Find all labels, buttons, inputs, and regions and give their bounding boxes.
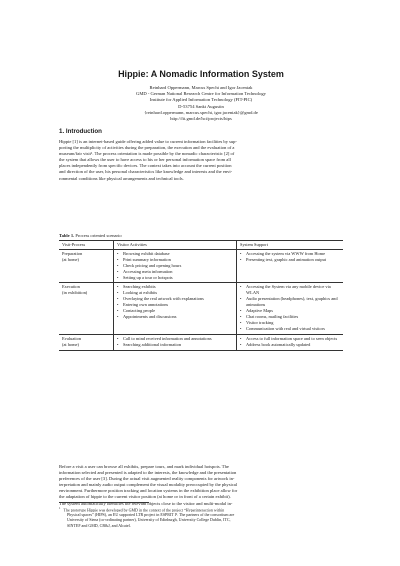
bullet-text: Audio presentation (headphones), text, graphics and animations xyxy=(246,296,338,308)
text-line: ronmental conditions like physical arrangements and technical tools. xyxy=(59,175,184,181)
bullet-text: Accessing the system via WWW from Home xyxy=(246,250,326,256)
bullet-text: Chat rooms, mailing facilities xyxy=(246,313,299,319)
table-caption-text: Process oriented scenario xyxy=(74,233,122,238)
bullet-icon: • xyxy=(240,296,242,302)
bullet-icon: • xyxy=(117,296,119,302)
bullet-icon: • xyxy=(240,250,242,256)
bullet-text: Entering own annotations xyxy=(123,302,169,308)
process-label: Execution xyxy=(62,284,80,290)
bullet-icon: • xyxy=(117,290,119,296)
bullet-text: Communication with real and virtual visitors xyxy=(246,325,325,331)
table-caption-label: Table 1. xyxy=(59,233,75,238)
process-cell xyxy=(59,249,114,283)
bullet-icon: • xyxy=(117,256,119,262)
bullet-text: Looking at exhibits xyxy=(123,290,158,296)
bullet-item xyxy=(117,314,233,320)
process-cell xyxy=(59,334,114,350)
text-line: and direction of the user, his personal characteristics like knowledge and interests and the envi- xyxy=(59,169,233,175)
bullet-item xyxy=(117,342,233,348)
bullet-text: Searching additional information xyxy=(123,341,182,347)
text-line: Before a visit a user can browse all exhibits, prepare tours, and mark individual hotspots. The xyxy=(59,464,229,469)
bullet-text: Check pricing and opening hours xyxy=(123,262,182,268)
bullet-icon: • xyxy=(240,256,242,262)
bullet-icon: • xyxy=(240,308,242,314)
process-label: (at home) xyxy=(62,256,79,262)
activities-cell xyxy=(114,249,237,283)
bullet-text: Contacting people xyxy=(123,308,156,314)
support-cell xyxy=(237,283,344,334)
bullet-text: Print summary information xyxy=(123,256,171,262)
bullet-icon: • xyxy=(240,313,242,319)
bullet-icon: • xyxy=(117,341,119,347)
text-line: museum/fair visit¹. The process orientation is made possible by the nomadic characteristic [2] of xyxy=(59,151,235,157)
bullet-text: Visitor tracking xyxy=(246,319,274,325)
support-cell xyxy=(237,334,344,350)
process-label: Preparation xyxy=(62,250,83,256)
affiliation-line: Institute for Applied Information Technology (FIT-PIC) xyxy=(149,97,253,103)
paper-title: Hippie: A Nomadic Information System xyxy=(118,69,284,79)
authors: Reinhard Oppermann, Marcus Specht and Igor Jaceniak xyxy=(149,85,253,90)
body-paragraph xyxy=(59,464,343,507)
bullet-item xyxy=(117,275,233,281)
bullet-text: Accessing meta information xyxy=(123,268,173,274)
text-line: places independently from specific devices. The context takes into account the current position xyxy=(59,163,232,169)
text-line: information selected and presented is adapted to the interests, the knowledge and the presentation xyxy=(59,470,237,476)
bullet-icon: • xyxy=(117,262,119,268)
bullet-item xyxy=(240,342,340,348)
table-row xyxy=(59,283,343,334)
bullet-text: Setting up a tour or hotspots xyxy=(123,274,173,280)
bullet-item xyxy=(240,284,340,296)
bullet-icon: • xyxy=(117,284,119,290)
table-header-row xyxy=(59,241,343,250)
bullet-text: Call to mind received information and annotations xyxy=(123,335,212,341)
text-line: The system automatically identifies the relevant objects close to the visitor and multi-modal in- xyxy=(59,500,233,506)
text-line: preferences of the user [3]. During the actual visit augmented reality components for artwork in- xyxy=(59,476,235,482)
bullet-text: Adaptive Maps xyxy=(246,308,273,314)
section-heading: 1. Introduction xyxy=(59,128,102,135)
footnote-line: Physical spaces” (HIPS), an EU supported LTR project in ESPRIT I³. The partners of the consortium are xyxy=(67,511,235,517)
text-line: environment. Furthermore position tracking and location systems in the exhibition place allow for xyxy=(59,488,238,494)
text-line: porting the multiplicity of activities during the preparation, the execution and the evaluation of a xyxy=(59,145,235,151)
process-label: (in exhibition) xyxy=(62,290,88,296)
bullet-text: Searching exhibits xyxy=(123,284,156,290)
bullet-text: Address book automatically updated xyxy=(246,341,311,347)
bullet-text: Overlaying the real artwork with explanations xyxy=(123,296,204,302)
table-body xyxy=(59,249,343,350)
activities-cell xyxy=(114,283,237,334)
affiliation-line: {reinhard.oppermann, marcus.specht, igor.jaceniak}@gmd.de xyxy=(144,109,258,115)
bullet-item xyxy=(240,257,340,263)
footnote-line: SINTEF and GMD, CB&J, and Alcatel. xyxy=(67,522,131,528)
table-row xyxy=(59,334,343,350)
bullet-icon: • xyxy=(117,308,119,314)
bullet-item xyxy=(240,326,340,332)
author-block xyxy=(59,85,343,122)
footnote xyxy=(59,506,343,528)
footnote-text: The prototype Hippie was developed by GMD in the context of the project “Hyperinteraction within xyxy=(63,507,225,512)
bullet-icon: • xyxy=(240,284,242,290)
bullet-item xyxy=(240,296,340,308)
bullet-text: Access to full information space and to seen objects xyxy=(246,335,338,341)
text-line: Hippie [1] is an internet-based guide offering added value to current information facilities by sup- xyxy=(59,139,237,144)
bullet-icon: • xyxy=(117,335,119,341)
activities-cell xyxy=(114,334,237,350)
bullet-icon: • xyxy=(240,325,242,331)
bullet-icon: • xyxy=(117,274,119,280)
scenario-table xyxy=(59,240,343,351)
affiliation-line: http://fit.gmd.de/hci/projects/hips xyxy=(170,116,232,122)
support-cell xyxy=(237,249,344,283)
affiliation-line: D-53754 Sankt Augustin xyxy=(178,103,224,109)
footnote-mark: 1 xyxy=(59,506,61,510)
footnote-rule xyxy=(59,502,149,503)
bullet-text: Appointments and discussions xyxy=(123,313,177,319)
text-line: terpretation and mainly audio output complement the visual modality preoccupied by the physical xyxy=(59,482,238,488)
bullet-icon: • xyxy=(117,313,119,319)
text-line: the adaptation of hippie to the current visitor position (at home or in front of a certain exhibit). xyxy=(59,494,231,500)
footnote-line: University of Siena (co-ordinating partner), University of Edinburgh, University College Dublin, ITC, xyxy=(67,517,231,522)
bullet-text: Accessing the System via any mobile device via WLAN xyxy=(246,284,331,296)
process-cell xyxy=(59,283,114,334)
bullet-text: Presenting text, graphic and animation output xyxy=(246,256,326,262)
process-label: Evaluation xyxy=(62,335,82,341)
column-header: Visitor Activities xyxy=(114,241,237,250)
table-row xyxy=(59,249,343,283)
column-header: Visit-Process xyxy=(59,241,114,250)
bullet-text: Browsing exhibit database xyxy=(123,250,170,256)
bullet-icon: • xyxy=(240,319,242,325)
process-label: (at home) xyxy=(62,341,79,347)
text-line: the system that allows the user to have access to his or her personal information space from all xyxy=(59,157,231,163)
bullet-icon: • xyxy=(117,302,119,308)
bullet-icon: • xyxy=(117,250,119,256)
bullet-icon: • xyxy=(117,268,119,274)
column-header: System Support xyxy=(237,241,344,250)
intro-paragraph xyxy=(59,139,343,182)
bullet-icon: • xyxy=(240,335,242,341)
table-caption xyxy=(59,233,122,238)
affiliation-line: GMD - German National Research Centre for Information Technology xyxy=(136,91,266,97)
bullet-icon: • xyxy=(240,341,242,347)
